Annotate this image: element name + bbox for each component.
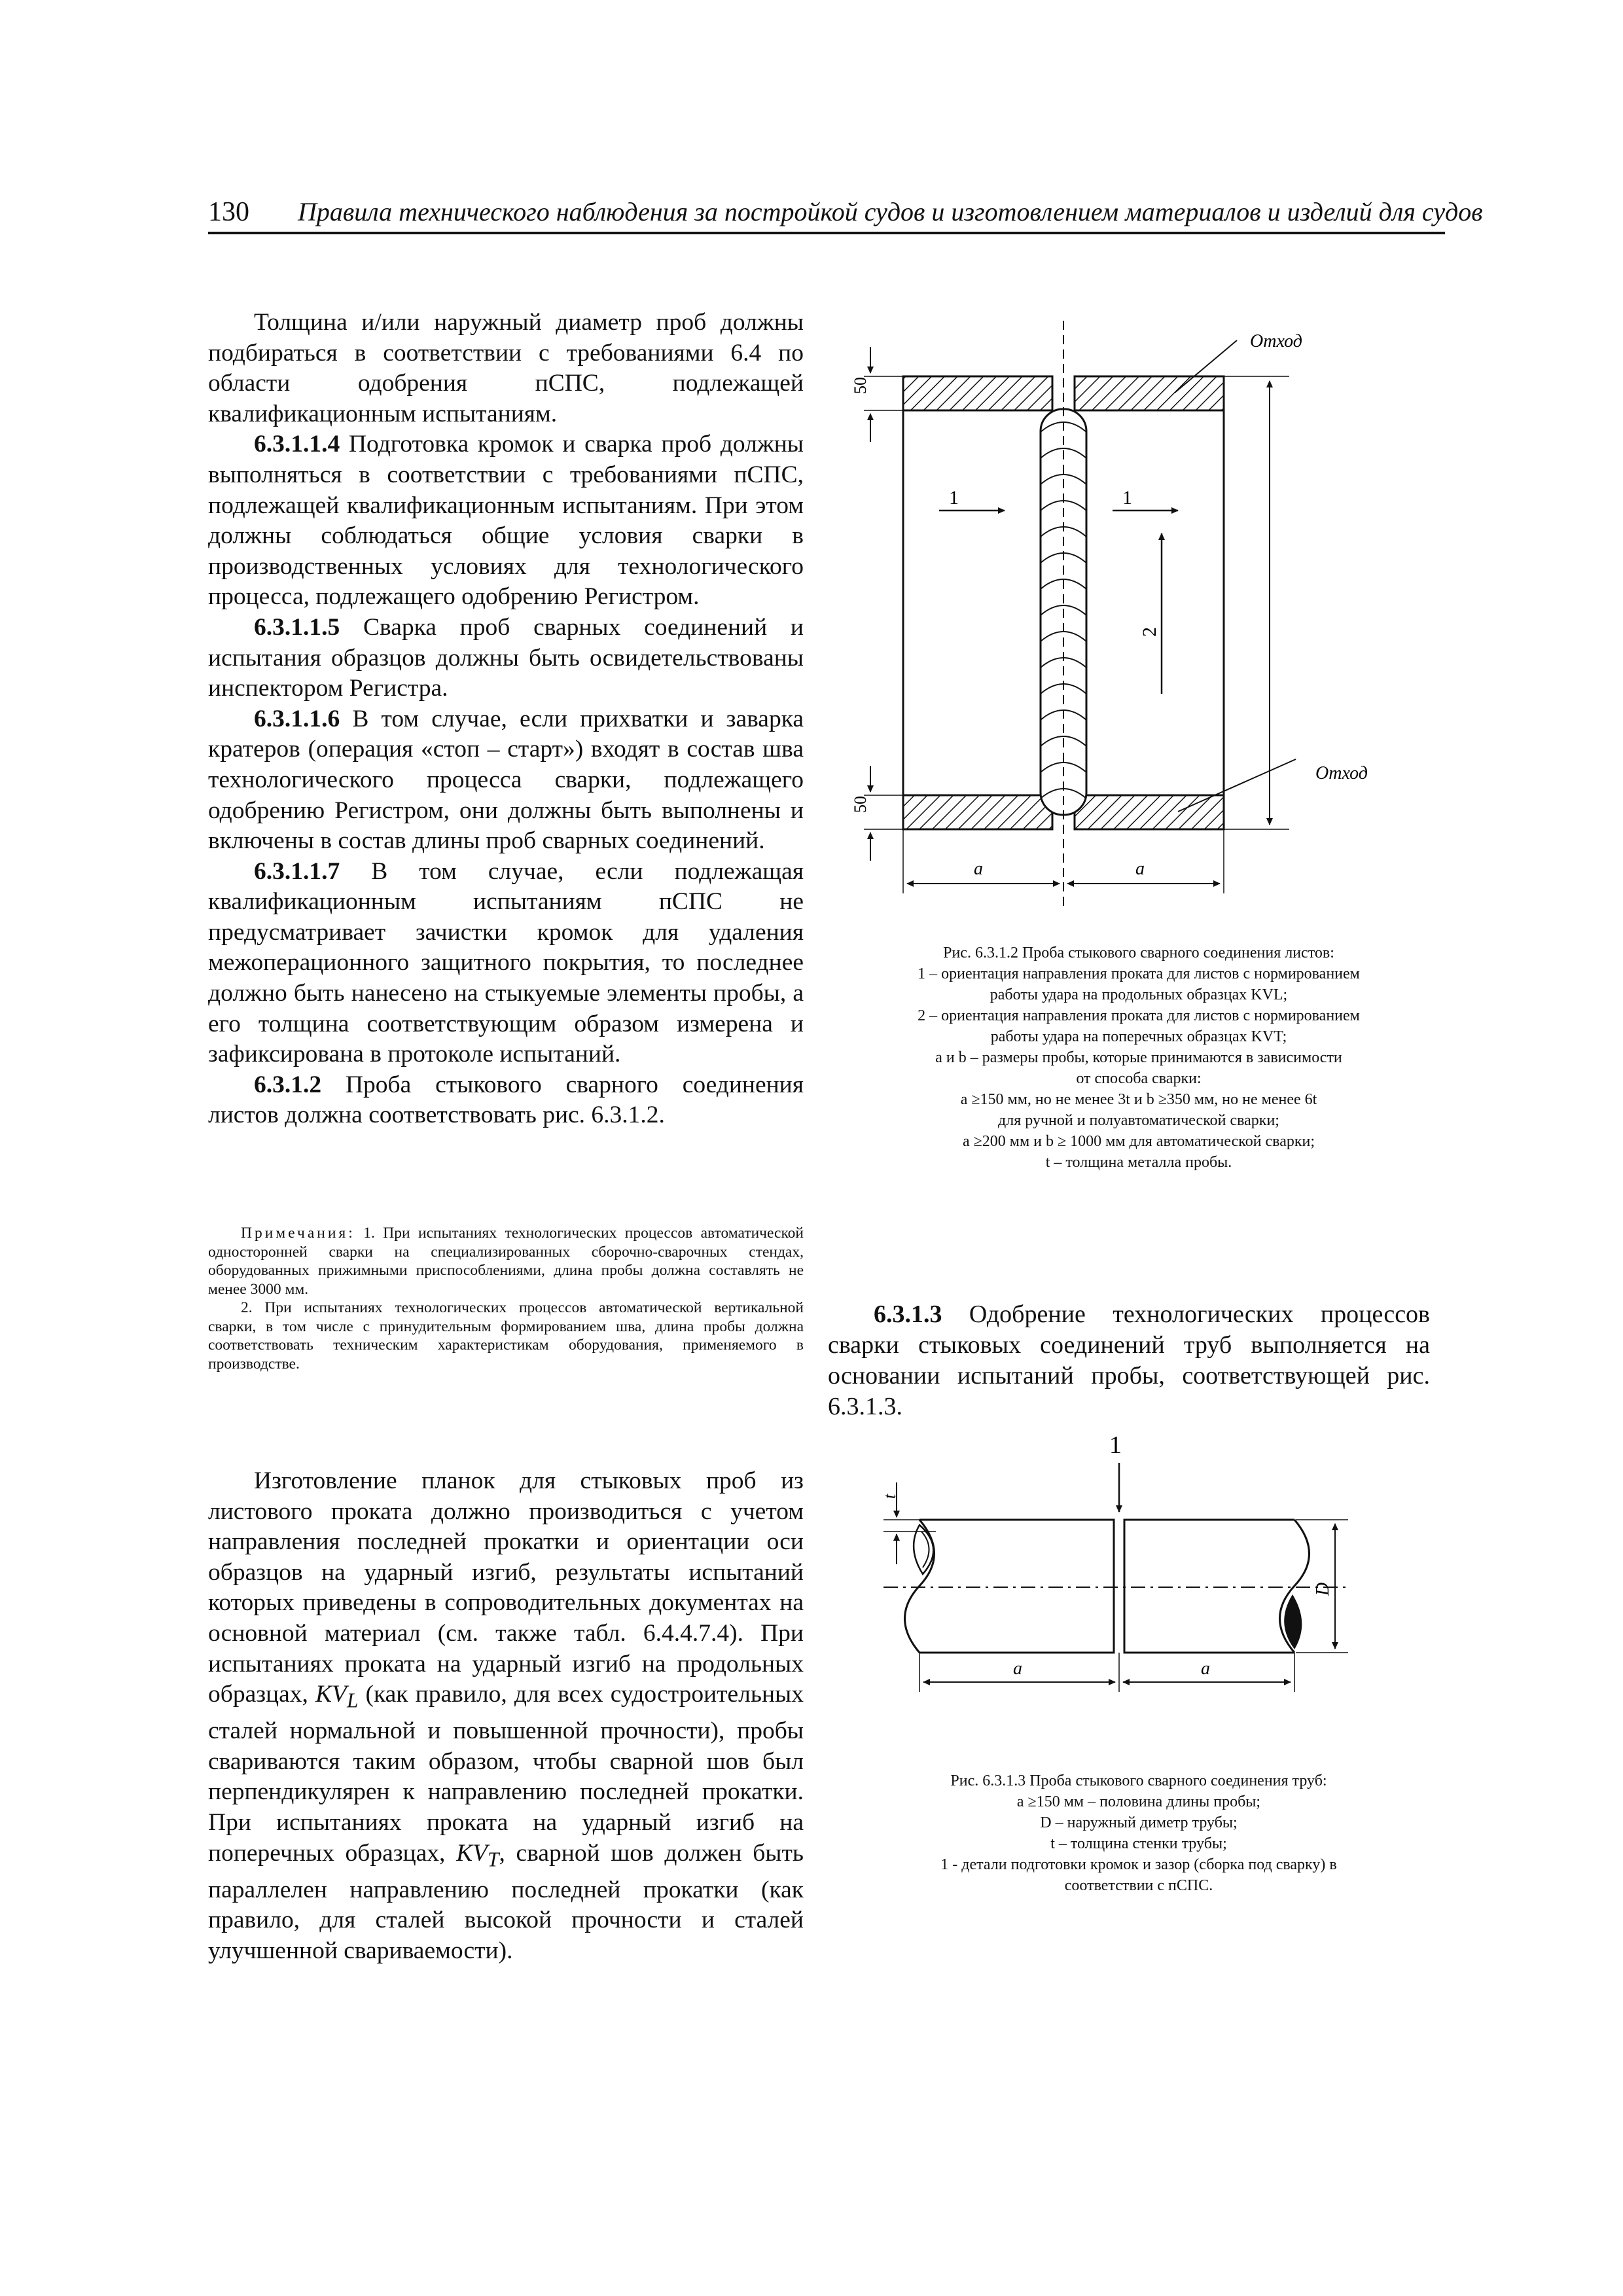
mark-1-label: 1 <box>1109 1433 1122 1459</box>
header-rule <box>208 232 1445 234</box>
dimension-50-top-label: 50 <box>851 377 870 394</box>
left-column-text <box>208 308 804 1131</box>
final-paragraph: Изготовление планок для стыковых проб из листового проката должно производиться с учетом направления последней прокатки и ориентации оси образцов на ударный изгиб, результаты испытаний которых приведены в сопроводительных документах на основной материал (см. также табл. 6.4.4.7.4). При испытаниях проката на ударный изгиб на продольных образцах, $KV_L$ (как правило, для всех судостроительных сталей нормальной и повышенной прочности), пробы свариваются таким образом, чтобы сварной шов был перпендикулярен к направлению последней прокатки. При испытаниях проката на ударный изгиб на поперечных образцах, $KV_T$, сварной шов должен быть параллелен направлению последней прокатки (как правило, для сталей высокой прочности и сталей улучшенной свариваемости). <box>208 1467 804 1964</box>
notes-block <box>208 1224 804 1373</box>
pipe-right <box>1124 1520 1310 1653</box>
plate-left <box>903 376 1052 795</box>
dimension-D-label: D <box>1313 1582 1333 1596</box>
dimension-a-pipe <box>919 1653 1294 1692</box>
dimension-50-bottom-label: 50 <box>851 796 870 813</box>
waste-leader-bottom <box>1178 759 1296 812</box>
dimension-a-left-label: a <box>974 859 983 879</box>
figure-1-caption: Рис. 6.3.1.2 Проба стыкового сварного соединения листов: 1 – ориентация направления проката для листов с нормированием работы удара на продольных образцах KVL; 2 – ориентация направления проката для листов с нормированием работы удара на поперечных образцах KVT; a и b – размеры пробы, которые принимаются в зависимости от способа сварки: a ≥150 мм, но не менее 3t и b ≥350 мм, но не менее 6t для ручной и полуавтоматической сварки; a ≥200 мм и b ≥ 1000 мм для автоматической сварки; t – толщина металла пробы. <box>918 944 1360 1171</box>
dimension-a-right-label: a <box>1135 859 1145 879</box>
figure-2-caption: Рис. 6.3.1.3 Проба стыкового сварного соединения труб: a ≥150 мм – половина длины пробы; D – наружный диметр трубы; t – толщина стенки трубы; 1 - детали подготовки кромок и зазор (сборка под сварку) в соответствии с пСПС. <box>940 1772 1337 1894</box>
paragraph-6-3-1-1-7: 6.3.1.1.7 В том случае, если подлежащая квалификационным испытаниям пСПС не предусматривает зачистки кромок для удаления межоперационного защитного покрытия, то последнее должно быть нанесено на стыкуемые элементы пробы, а его толщина соответствующим образом измерена и зафиксирована в протоколе испытаний. <box>208 857 804 1068</box>
note-2: 2. При испытаниях технологических процессов автоматической вертикальной сварки, в том числе с принудительным формированием шва, длина пробы должна соответствовать техническим характеристикам оборудования, применяемого в производстве. <box>208 1299 804 1372</box>
dimension-a-right-label: a <box>1201 1659 1210 1679</box>
orientation-label-1-right: 1 <box>1122 487 1132 509</box>
paragraph-6-3-1-1-5: 6.3.1.1.5 Сварка проб сварных соединений и испытания образцов должны быть освидетельствованы инспектором Регистра. <box>208 613 804 702</box>
waste-label-top: Отход <box>1250 331 1302 351</box>
plate-right <box>1075 376 1224 795</box>
dimension-50-bottom <box>864 766 903 861</box>
waste-label-bottom: Отход <box>1315 763 1368 783</box>
figure-plate-weld <box>844 308 1446 923</box>
paragraph-6-3-1-2: 6.3.1.2 Проба стыкового сварного соединения листов должна соответствовать рис. 6.3.1.2. <box>208 1071 804 1129</box>
page-number: 130 <box>208 197 249 227</box>
waste-strip-bottom-left <box>903 795 1052 829</box>
orientation-label-1-left: 1 <box>949 487 959 509</box>
dimension-total-length <box>1224 376 1289 829</box>
note-1: Примечания: 1. При испытаниях технологических процессов автоматической односторонней сварки на специализированных сборочно-сварочных стендах, оборудованных прижимными приспособлениями, длина пробы должна составлять не менее 3000 мм. <box>208 1225 804 1298</box>
orientation-label-2: 2 <box>1139 627 1160 637</box>
pipe-left <box>905 1520 1115 1653</box>
running-header-title: Правила технического наблюдения за постройкой судов и изготовлением материалов и изделий для судов <box>298 197 1483 226</box>
figure-pipe-weld <box>877 1433 1420 1715</box>
waste-strip-bottom-right <box>1075 795 1224 829</box>
dimension-a-left-label: a <box>1013 1659 1022 1679</box>
paragraph-6-3-1-1-4: 6.3.1.1.4 Подготовка кромок и сварка проб должны выполняться в соответствии с требованиями пСПС, подлежащей квалификационным испытаниям. При этом должны соблюдаться общие условия сварки в производственных условиях для технологического процесса, подлежащего одобрению Регистром. <box>208 431 804 611</box>
waste-strip-top-right <box>1075 376 1224 410</box>
paragraph-6-3-1-3: 6.3.1.3 Одобрение технологических процессов сварки стыковых соединений труб выполняется на основании испытаний пробы, соответствующей рис. 6.3.1.3. <box>828 1300 1430 1420</box>
dimension-t-label: t <box>880 1494 899 1499</box>
paragraph-intro: Толщина и/или наружный диаметр проб должны подбираться в соответствии с требованиями 6.4 по области одобрения пСПС, подлежащей квалификационным испытаниям. <box>208 309 804 427</box>
paragraph-6-3-1-1-6: 6.3.1.1.6 В том случае, если прихватки и заварка кратеров (операция «стоп – старт») входят в состав шва технологического процесса сварки, подлежащего одобрению Регистром, они должны быть выполнены и включены в состав длины проб сварных соединений. <box>208 705 804 855</box>
dimension-50-top <box>864 347 903 442</box>
waste-strip-top-left <box>903 376 1052 410</box>
